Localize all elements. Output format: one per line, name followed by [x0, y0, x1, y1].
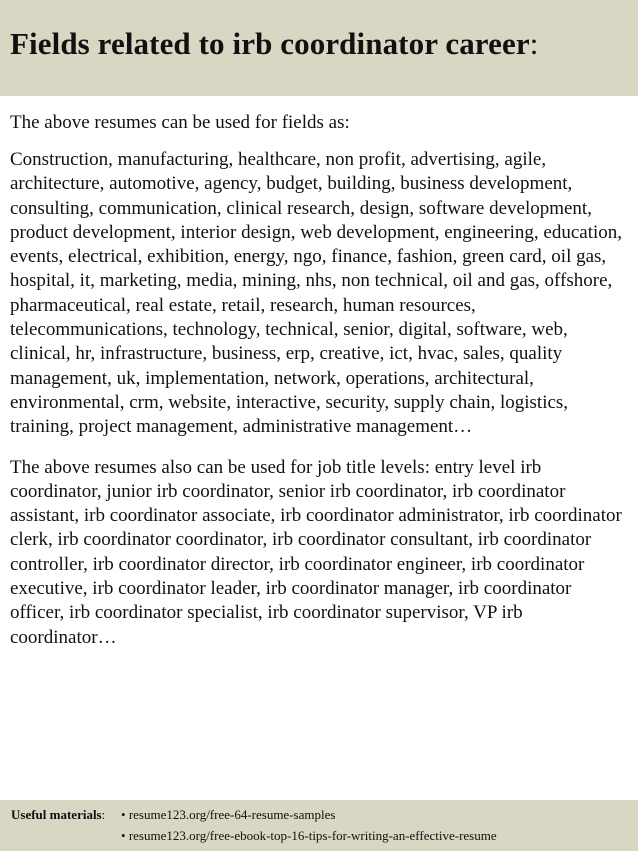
footer-label-colon: : [101, 807, 106, 822]
title-text: Fields related to irb coordinator career [10, 26, 530, 61]
intro-text: The above resumes can be used for fields as: [10, 112, 350, 133]
resource-link-samples[interactable]: • resume123.org/free-64-resume-samples [121, 804, 335, 825]
footer-label-text: Useful materials [11, 807, 102, 822]
job-levels-paragraph: The above resumes also can be used for job title levels: entry level irb coordinator, junior irb coordinator, senior irb coordinator, irb coordinator assistant, irb coordinator associate, irb coordinator administrator, irb coordinator clerk, irb coordinator coordinator, irb coordinator consultant, irb coordinator controller, irb coordinator director, irb coordinator engineer, irb coordinator executive, irb coordinator leader, irb coordinator manager, irb coordinator officer, irb coordinator specialist, irb coordinator supervisor, VP irb coordinator… [10, 456, 622, 648]
slide-header [0, 0, 638, 96]
title-colon: : [529, 26, 539, 61]
useful-materials-footer [0, 800, 638, 851]
page-title [10, 24, 638, 64]
footer-row-1 [11, 804, 638, 825]
fields-paragraph: Construction, manufacturing, healthcare, non profit, advertising, agile, architecture, automotive, agency, budget, building, business development, consulting, communication, clinical research, design, software development, product development, interior design, web development, engineering, education, events, electrical, exhibition, energy, ngo, finance, fashion, green card, oil gas, hospital, it, marketing, media, mining, nhs, non technical, oil and gas, offshore, pharmaceutical, real estate, retail, research, human resources, telecommunications, technology, technical, senior, digital, software, web, clinical, hr, infrastructure, business, erp, creative, ict, hvac, sales, quality management, uk, implementation, network, operations, architectural, environmental, crm, website, interactive, security, supply chain, logistics, training, project management, administrative management… [10, 149, 623, 438]
resource-link-ebook[interactable]: • resume123.org/free-ebook-top-16-tips-for-writing-an-effective-resume [121, 825, 497, 846]
footer-label [11, 804, 121, 825]
footer-label-spacer [11, 825, 121, 846]
main-content [10, 110, 630, 666]
footer-row-2 [11, 825, 638, 846]
